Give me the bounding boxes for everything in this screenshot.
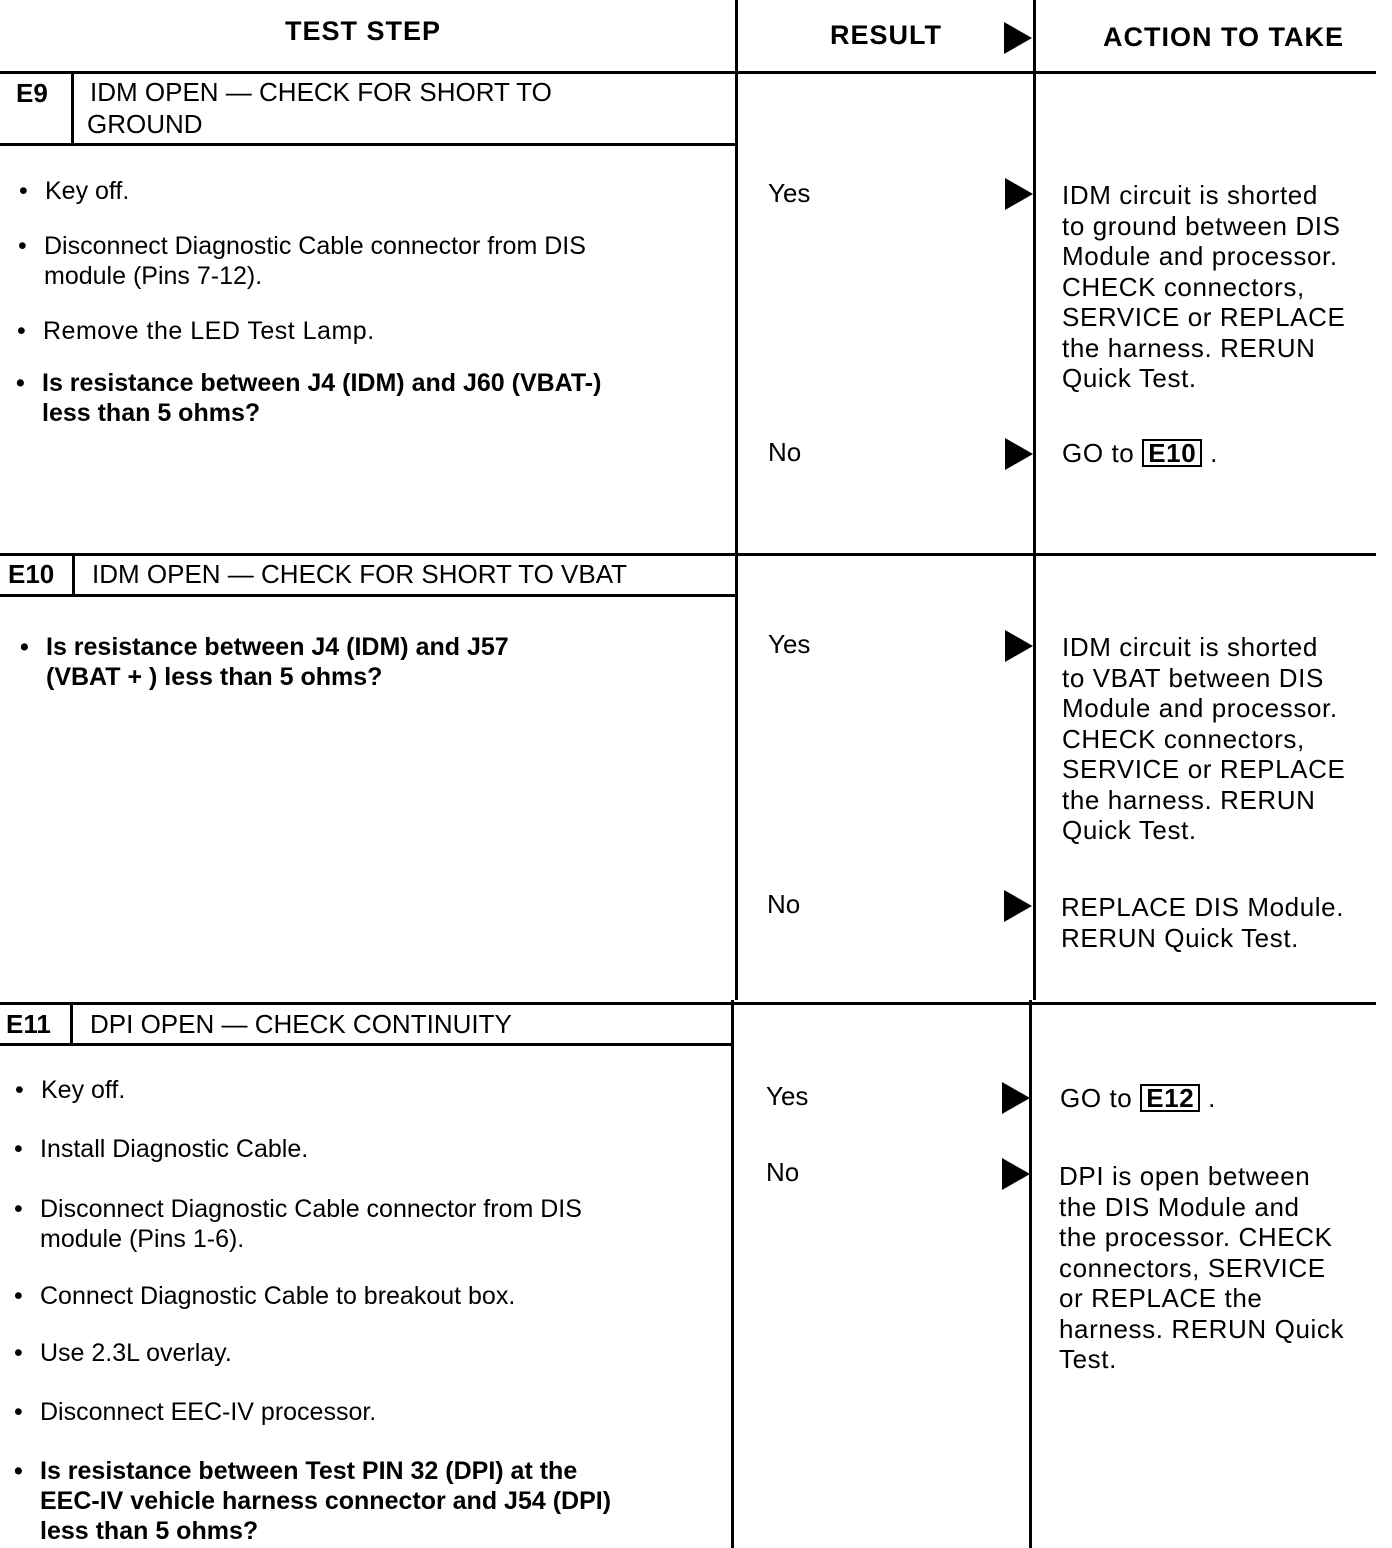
result-arrow-icon [1004, 890, 1032, 922]
bullet-item: • Remove the LED Test Lamp. [17, 317, 375, 345]
step-id: E11 [6, 1009, 51, 1039]
result-arrow-icon [1005, 630, 1033, 662]
result-no: No [768, 437, 802, 467]
step-ref-link[interactable]: E12 [1140, 1084, 1200, 1112]
result-yes: Yes [768, 629, 811, 659]
bullet-item: • Key off. [15, 1076, 126, 1104]
result-arrow-icon [1002, 1082, 1030, 1114]
action-text: REPLACE DIS Module. RERUN Quick Test. [1061, 892, 1345, 953]
step-separator [0, 1002, 1376, 1005]
column-divider-test-result-lower [731, 1000, 734, 1548]
step-id: E9 [16, 78, 48, 108]
question-item: • Is resistance between J4 (IDM) and J57 (VBAT + ) less than 5 ohms? [20, 633, 509, 691]
step-title: IDM OPEN — CHECK FOR SHORT TO VBAT [92, 559, 628, 589]
step-id: E10 [8, 559, 55, 589]
header-result: RESULT [830, 20, 942, 50]
step-ref-link[interactable]: E10 [1142, 439, 1202, 467]
step-id-divider [72, 553, 75, 595]
step-title: DPI OPEN — CHECK CONTINUITY [90, 1009, 512, 1039]
step-title-rule [0, 143, 736, 146]
action-goto: GO to E10 . [1062, 438, 1218, 468]
header-action: ACTION TO TAKE [1103, 22, 1344, 52]
bullet-item: • Disconnect EEC-IV processor. [14, 1398, 377, 1426]
step-id-divider [71, 71, 74, 143]
bullet-item: • Install Diagnostic Cable. [14, 1135, 309, 1163]
result-arrow-icon [1002, 1158, 1030, 1190]
step-title-rule [0, 594, 736, 597]
header-test-step: TEST STEP [285, 16, 442, 46]
result-arrow-icon [1005, 438, 1033, 470]
column-divider-test-result [735, 0, 738, 1000]
action-text: IDM circuit is shorted to VBAT between DIS Module and processor. CHECK connectors, SERVICE or REPLACE the harness. RERUN Quick Test. [1062, 632, 1346, 845]
bullet-item: • Key off. [19, 177, 130, 205]
question-item: • Is resistance between J4 (IDM) and J60 (VBAT-) less than 5 ohms? [16, 369, 602, 427]
bullet-item: • Disconnect Diagnostic Cable connector from DIS module (Pins 1-6). [14, 1195, 582, 1253]
bullet-item: • Disconnect Diagnostic Cable connector from DIS module (Pins 7-12). [18, 232, 586, 290]
header-arrow-icon [1004, 22, 1032, 54]
action-text: DPI is open between the DIS Module and the processor. CHECK connectors, SERVICE or REPLACE the harness. RERUN Quick Test. [1059, 1161, 1345, 1374]
bullet-item: • Use 2.3L overlay. [14, 1339, 232, 1367]
action-goto: GO to E12 . [1060, 1083, 1216, 1113]
result-no: No [766, 1157, 800, 1187]
result-yes: Yes [768, 178, 811, 208]
result-no: No [767, 889, 801, 919]
header-rule [0, 71, 1376, 74]
question-item: • Is resistance between Test PIN 32 (DPI) at the EEC-IV vehicle harness connector and J54 (DPI) less than 5 ohms? [14, 1457, 612, 1545]
step-separator [0, 553, 1376, 556]
bullet-item: • Connect Diagnostic Cable to breakout box. [14, 1282, 516, 1310]
action-text: IDM circuit is shorted to ground between DIS Module and processor. CHECK connectors, SERVICE or REPLACE the harness. RERUN Quick Test. [1062, 180, 1346, 393]
result-arrow-icon [1005, 178, 1033, 210]
result-yes: Yes [766, 1081, 809, 1111]
step-title: IDM OPEN — CHECK FOR SHORT TO GROUND [87, 77, 552, 139]
column-divider-result-action [1033, 0, 1036, 1000]
step-title-rule [0, 1043, 732, 1046]
step-id-divider [70, 1002, 73, 1044]
